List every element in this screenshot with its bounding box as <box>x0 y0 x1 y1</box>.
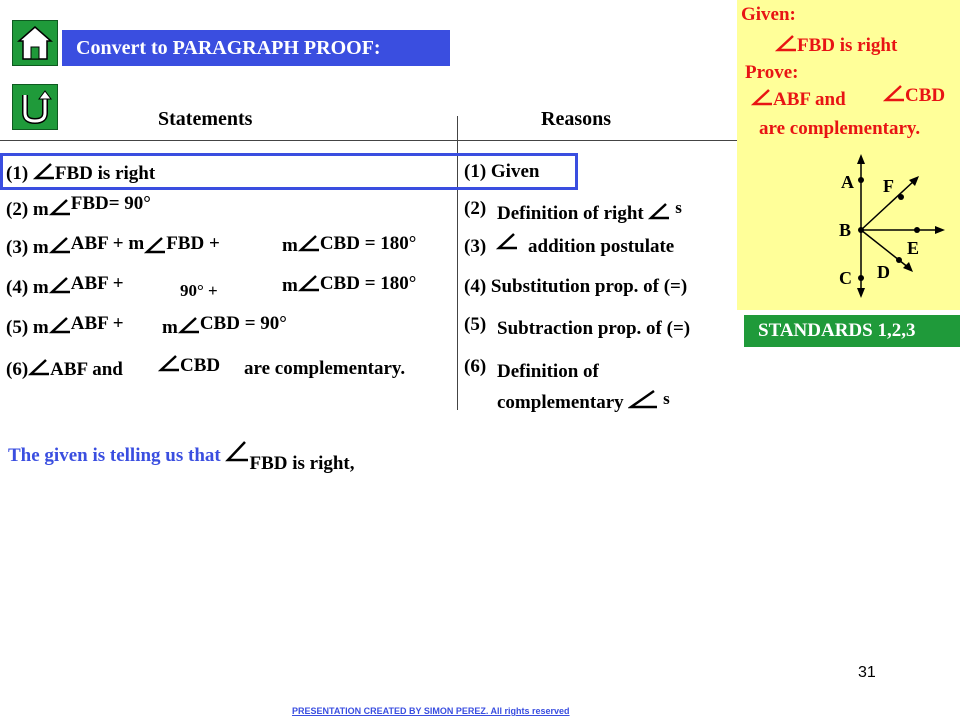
statement-part: m CBD = 180° <box>282 233 417 256</box>
statement-part: CBD <box>158 354 220 377</box>
point-label: E <box>907 238 920 258</box>
table-row: (2) m FBD= 90° <box>6 193 151 220</box>
prove-label: Prove: <box>745 62 799 83</box>
table-row: (3) m ABF + m FBD + <box>6 233 220 258</box>
prove-text: are complementary. <box>759 118 921 139</box>
reason-number: (3) <box>464 236 487 257</box>
angle-icon <box>49 316 71 334</box>
reasons-header: Reasons <box>541 108 612 130</box>
angle-icon <box>49 276 71 294</box>
angle-icon <box>775 34 797 52</box>
statements-header: Statements <box>158 108 253 130</box>
given-label: Given: <box>741 4 796 25</box>
angle-icon <box>178 316 200 334</box>
home-icon <box>13 21 57 65</box>
reason-text: (4) Substitution prop. of (=) <box>464 276 688 297</box>
given-prove-panel <box>737 0 960 310</box>
point-label: D <box>877 262 890 282</box>
statement-part: are complementary. <box>244 358 406 379</box>
statement-part: m CBD = 90° <box>162 313 287 338</box>
reason-number: (5) <box>464 314 487 335</box>
angle-icon <box>144 236 166 254</box>
reason-number: (2) <box>464 198 487 219</box>
reason-text: Definition of <box>497 361 599 382</box>
angle-icon <box>628 389 658 409</box>
reason-text: (1) Given <box>464 161 540 182</box>
point-label: C <box>839 268 852 288</box>
angle-icon <box>496 232 518 250</box>
point-label: F <box>883 176 894 196</box>
angle-icon <box>751 88 773 106</box>
angle-icon <box>49 236 71 254</box>
home-button[interactable] <box>12 20 58 66</box>
return-icon <box>13 85 57 129</box>
prove-text: ABF and <box>751 88 846 111</box>
table-row: (4) m ABF + <box>6 273 124 298</box>
statement-part: 90° + <box>180 281 218 300</box>
table-divider-horizontal <box>0 140 738 141</box>
angle-icon <box>225 440 249 462</box>
reason-text: complementary s <box>497 389 670 413</box>
angle-icon <box>49 198 71 216</box>
reason-text: Subtraction prop. of (=) <box>497 318 691 339</box>
prove-text: CBD <box>883 84 945 107</box>
standards-badge: STANDARDS 1,2,3 <box>744 315 960 347</box>
angle-icon <box>298 234 320 252</box>
table-row: (1) FBD is right <box>6 163 156 184</box>
angle-icon <box>648 202 670 220</box>
angle-icon <box>33 162 55 180</box>
return-button[interactable] <box>12 84 58 130</box>
table-row: (5) m ABF + <box>6 313 124 338</box>
angle-icon <box>883 84 905 102</box>
point-label: A <box>841 172 854 192</box>
statement-part: m CBD = 180° <box>282 273 417 296</box>
reason-text: Definition of right s <box>497 198 682 224</box>
page-number: 31 <box>858 664 876 681</box>
angle-icon <box>158 354 180 372</box>
given-text: FBD is right <box>775 34 897 57</box>
angle-icon <box>298 274 320 292</box>
reason-number: (6) <box>464 356 487 377</box>
table-row: (6) ABF and <box>6 359 123 380</box>
reason-text: addition postulate <box>528 236 675 257</box>
paragraph-text: The given is telling us that FBD is right, <box>8 440 355 467</box>
copyright-link[interactable]: PRESENTATION CREATED BY SIMON PEREZ. All rights reserved <box>292 706 570 716</box>
page-title: Convert to PARAGRAPH PROOF: <box>62 30 450 66</box>
angle-icon <box>28 358 50 376</box>
point-label: B <box>839 220 852 240</box>
